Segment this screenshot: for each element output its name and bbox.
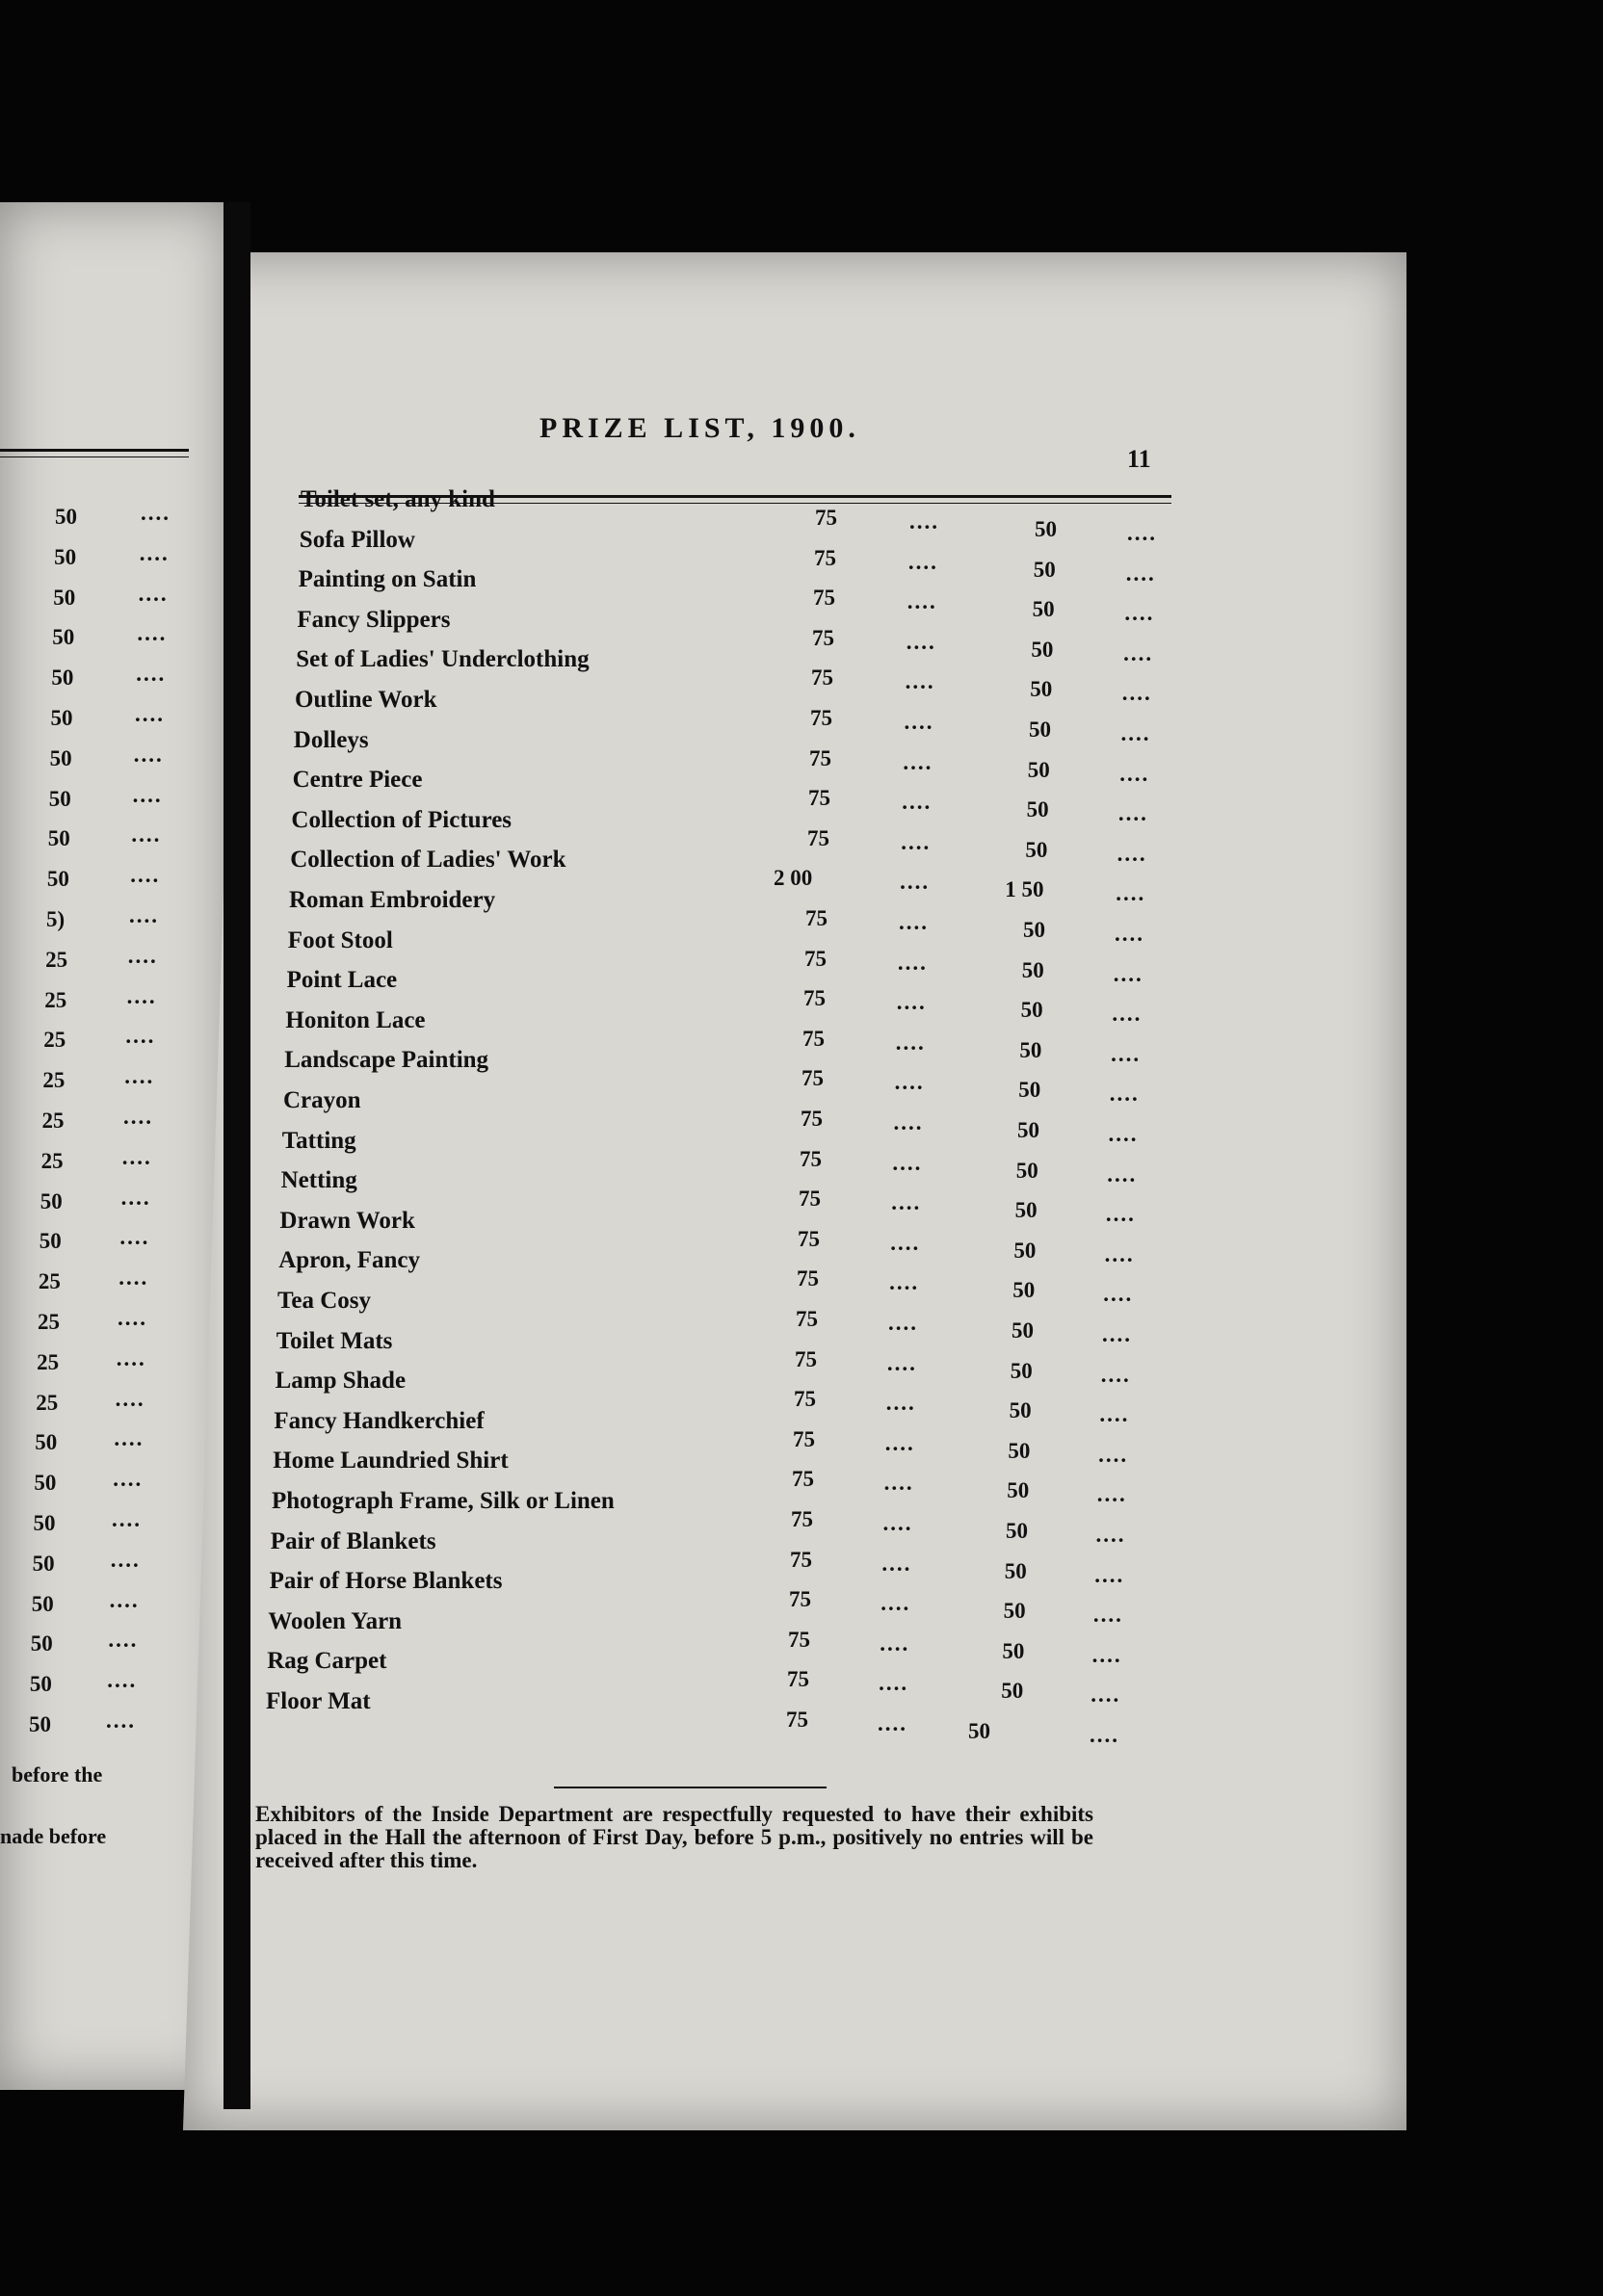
first-prize: 75 (807, 825, 829, 850)
leader-dots: .... (1124, 601, 1155, 626)
leader-dots: .... (884, 1430, 915, 1455)
leader-dots: .... (901, 829, 932, 854)
left-prize-value: 5) (46, 907, 66, 931)
second-prize: 50 (1002, 1638, 1025, 1663)
leader-dots: .... (882, 1511, 913, 1535)
leader-dots: .... (1127, 521, 1157, 545)
item-name: Dolleys (293, 726, 369, 753)
item-name: Pair of Blankets (270, 1527, 436, 1554)
first-prize: 75 (804, 946, 827, 971)
first-prize: 75 (794, 1387, 816, 1412)
left-leader-dots: .... (114, 1426, 145, 1451)
second-prize: 50 (1031, 637, 1054, 662)
second-prize: 50 (1033, 557, 1056, 582)
left-leader-dots: .... (113, 1467, 144, 1492)
leader-dots: .... (880, 1631, 910, 1656)
leader-dots: .... (1100, 1362, 1131, 1387)
item-name: Floor Mat (266, 1688, 371, 1714)
first-prize: 75 (791, 1507, 813, 1531)
first-prize: 75 (810, 706, 832, 730)
leader-dots: .... (1107, 1161, 1138, 1187)
second-prize: 50 (1023, 918, 1045, 942)
left-prize-value: 50 (29, 1712, 51, 1736)
leader-dots: .... (907, 589, 937, 614)
first-prize: 75 (808, 786, 830, 811)
item-name: Netting (280, 1167, 357, 1194)
left-text-fragment: before the (12, 1762, 103, 1787)
left-leader-dots: .... (130, 863, 161, 888)
first-prize: 75 (786, 1708, 808, 1732)
first-prize: 75 (812, 625, 834, 650)
leader-dots: .... (885, 1391, 916, 1416)
leader-dots: .... (889, 1270, 920, 1295)
item-name: Foot Stool (287, 926, 393, 953)
second-prize: 50 (1013, 1238, 1037, 1263)
first-prize: 75 (800, 1146, 822, 1171)
left-leader-dots: .... (107, 1668, 138, 1693)
left-leader-dots: .... (112, 1507, 142, 1531)
leader-dots: .... (881, 1551, 912, 1576)
item-name: Fancy Slippers (297, 606, 451, 633)
left-leader-dots: .... (126, 983, 157, 1008)
left-leader-dots: .... (109, 1587, 140, 1612)
leader-dots: .... (902, 790, 933, 815)
first-prize: 75 (795, 1346, 817, 1371)
second-prize: 50 (1035, 517, 1057, 541)
leader-dots: .... (878, 1711, 907, 1735)
first-prize: 75 (814, 545, 836, 570)
leader-dots: .... (1109, 1082, 1140, 1107)
left-leader-dots: .... (118, 1306, 147, 1330)
left-leader-dots: .... (106, 1709, 136, 1733)
leader-dots: .... (1108, 1122, 1139, 1146)
left-prize-value: 50 (29, 1672, 52, 1697)
item-name: Collection of Ladies' Work (290, 847, 566, 874)
second-prize: 50 (968, 1719, 990, 1743)
footer-divider (554, 1787, 827, 1788)
leader-dots: .... (1121, 681, 1152, 706)
leader-dots: .... (888, 1311, 918, 1335)
page-number: 11 (1127, 445, 1151, 473)
leader-dots: .... (907, 549, 938, 574)
item-name: Sofa Pillow (299, 526, 415, 553)
leader-dots: .... (1104, 1241, 1135, 1266)
left-leader-dots: .... (141, 501, 171, 525)
first-prize: 75 (792, 1467, 814, 1492)
leader-dots: .... (1117, 841, 1147, 866)
first-prize: 75 (796, 1307, 818, 1331)
leader-dots: .... (909, 509, 939, 534)
first-prize: 75 (805, 906, 828, 930)
left-leader-dots: .... (127, 943, 158, 968)
item-name: Apron, Fancy (278, 1247, 420, 1274)
left-prize-value: 50 (35, 1430, 58, 1455)
leader-dots: .... (1102, 1322, 1132, 1346)
left-prize-value: 25 (36, 1390, 59, 1415)
leader-dots: .... (1111, 1041, 1142, 1066)
leader-dots: .... (880, 1591, 911, 1616)
left-prize-value: 50 (55, 505, 77, 529)
item-name: Rag Carpet (267, 1648, 387, 1675)
item-name: Crayon (283, 1087, 361, 1113)
item-name: Outline Work (295, 687, 437, 713)
leader-dots: .... (879, 1671, 909, 1696)
left-leader-dots: .... (110, 1547, 141, 1572)
first-prize: 75 (789, 1587, 811, 1612)
left-prize-value: 50 (49, 745, 72, 770)
leader-dots: .... (1119, 761, 1150, 786)
left-prize-value: 25 (37, 1349, 60, 1374)
second-prize: 50 (1025, 837, 1048, 862)
second-prize: 50 (1030, 677, 1053, 702)
item-name: Collection of Pictures (291, 806, 512, 833)
left-prize-value: 50 (50, 706, 73, 730)
second-prize: 50 (1012, 1318, 1034, 1343)
leader-dots: .... (906, 629, 936, 654)
leader-dots: .... (1095, 1523, 1126, 1547)
left-text-fragment: nade before (0, 1824, 107, 1848)
left-header-rule (0, 449, 189, 452)
left-leader-dots: .... (137, 621, 168, 646)
left-leader-dots: .... (108, 1628, 139, 1653)
left-prize-value: 50 (53, 585, 76, 610)
item-name: Drawn Work (279, 1207, 415, 1234)
second-prize: 50 (1001, 1679, 1024, 1704)
item-name: Tatting (281, 1127, 356, 1154)
item-name: Roman Embroidery (289, 887, 496, 913)
second-prize: 50 (1014, 1198, 1038, 1223)
second-prize: 50 (1012, 1278, 1036, 1303)
left-prize-value: 50 (31, 1591, 54, 1616)
left-prize-value: 25 (41, 1109, 65, 1133)
left-prize-value: 25 (38, 1269, 61, 1294)
leader-dots: .... (1117, 801, 1148, 826)
second-prize: 50 (1020, 998, 1043, 1023)
item-name: Set of Ladies' Underclothing (296, 646, 590, 673)
left-prize-value: 50 (34, 1471, 57, 1496)
second-prize: 50 (1009, 1398, 1032, 1423)
leader-dots: .... (1091, 1642, 1122, 1667)
leader-dots: .... (1092, 1603, 1123, 1628)
left-leader-dots: .... (139, 540, 170, 565)
item-name: Toilet set, any kind (301, 486, 495, 512)
first-prize: 2 00 (774, 866, 813, 891)
footer-note: Exhibitors of the Inside Department are respectfully requested to have their exhibits placed in the Hall the afternoon of First Day, before 5 p.m., positively no entries will be received after this time. (255, 1802, 1093, 1872)
leader-dots: .... (897, 950, 928, 975)
leader-dots: .... (1105, 1202, 1136, 1227)
leader-dots: .... (893, 1110, 924, 1135)
leader-dots: .... (892, 1150, 923, 1175)
leader-dots: .... (1123, 640, 1154, 665)
page-title: PRIZE LIST, 1900. (539, 412, 860, 444)
item-name: Tea Cosy (277, 1288, 372, 1314)
leader-dots: .... (1116, 881, 1146, 906)
second-prize: 50 (1006, 1519, 1028, 1543)
left-prize-value: 50 (51, 665, 74, 691)
left-leader-dots: .... (136, 662, 167, 687)
leader-dots: .... (894, 1070, 925, 1095)
leader-dots: .... (1099, 1402, 1130, 1427)
left-leader-dots: .... (115, 1386, 145, 1411)
second-prize: 1 50 (1005, 877, 1044, 902)
left-prize-value: 25 (42, 1068, 66, 1093)
leader-dots: .... (1094, 1562, 1125, 1587)
leader-dots: .... (1090, 1723, 1119, 1747)
left-prize-value: 50 (30, 1631, 53, 1657)
second-prize: 50 (1029, 718, 1051, 742)
second-prize: 50 (1010, 1358, 1033, 1383)
left-prize-value: 25 (43, 1028, 66, 1053)
second-prize: 50 (1027, 757, 1050, 782)
left-leader-dots: .... (131, 822, 162, 848)
leader-dots: .... (1112, 1002, 1143, 1027)
first-prize: 75 (799, 1187, 821, 1212)
left-leader-dots: .... (118, 1265, 149, 1291)
left-leader-dots: .... (121, 1144, 152, 1169)
second-prize: 50 (1019, 1037, 1042, 1062)
item-name: Home Laundried Shirt (273, 1448, 509, 1474)
leader-dots: .... (883, 1471, 914, 1496)
item-name: Pair of Horse Blankets (269, 1568, 503, 1595)
left-leader-dots: .... (120, 1185, 151, 1210)
leader-dots: .... (1096, 1482, 1127, 1507)
leader-dots: .... (900, 870, 931, 895)
first-prize: 75 (815, 506, 837, 530)
left-leader-dots: .... (116, 1345, 146, 1370)
leader-dots: .... (896, 990, 927, 1015)
left-leader-dots: .... (129, 903, 159, 927)
item-name: Landscape Painting (284, 1047, 489, 1074)
leader-dots: .... (903, 749, 933, 774)
first-prize: 75 (802, 1026, 825, 1051)
left-prize-value: 50 (52, 625, 75, 650)
book-gutter (223, 202, 250, 2109)
left-prize-value: 25 (45, 947, 68, 972)
item-name: Toilet Mats (276, 1327, 393, 1354)
first-prize: 75 (797, 1266, 819, 1292)
leader-dots: .... (1098, 1442, 1129, 1467)
leader-dots: .... (895, 1030, 926, 1055)
leader-dots: .... (886, 1350, 917, 1375)
leader-dots: .... (1113, 961, 1143, 986)
first-prize: 75 (801, 1107, 823, 1131)
left-leader-dots: .... (124, 1064, 155, 1089)
first-prize: 75 (798, 1226, 820, 1251)
item-name: Lamp Shade (275, 1368, 407, 1395)
leader-dots: .... (905, 669, 935, 694)
left-prize-value: 25 (44, 987, 67, 1012)
left-prize-value: 50 (32, 1551, 55, 1576)
second-prize: 50 (1007, 1478, 1030, 1503)
leader-dots: .... (904, 710, 934, 734)
second-prize: 50 (1008, 1438, 1031, 1463)
left-prize-value: 50 (46, 867, 69, 892)
leader-dots: .... (1125, 561, 1156, 586)
item-name: Painting on Satin (298, 566, 477, 593)
left-prize-value: 50 (33, 1511, 56, 1535)
left-prize-value: 50 (39, 1188, 63, 1213)
left-leader-dots: .... (123, 1105, 153, 1129)
item-name: Honiton Lace (285, 1006, 426, 1033)
left-leader-dots: .... (138, 581, 169, 606)
first-prize: 75 (793, 1426, 815, 1451)
leader-dots: .... (899, 910, 929, 934)
item-name: Point Lace (286, 967, 398, 994)
leader-dots: .... (1091, 1683, 1121, 1708)
second-prize: 50 (1004, 1558, 1027, 1583)
leader-dots: .... (1115, 922, 1144, 946)
second-prize: 50 (1021, 957, 1044, 982)
second-prize: 50 (1003, 1599, 1026, 1624)
left-prize-value: 25 (38, 1310, 60, 1334)
item-name: Fancy Handkerchief (274, 1407, 485, 1434)
item-name: Woolen Yarn (268, 1607, 403, 1634)
left-prize-value: 50 (48, 786, 71, 811)
first-prize: 75 (787, 1667, 809, 1692)
left-leader-dots: .... (135, 702, 165, 726)
leader-dots: .... (891, 1190, 922, 1215)
leader-dots: .... (890, 1230, 921, 1255)
first-prize: 75 (803, 986, 826, 1011)
left-leader-dots: .... (132, 782, 163, 807)
first-prize: 75 (813, 586, 835, 611)
first-prize: 75 (809, 745, 831, 770)
second-prize: 50 (1026, 797, 1049, 822)
first-prize: 75 (790, 1547, 812, 1572)
left-prize-value: 50 (54, 544, 77, 569)
leader-dots: .... (1103, 1282, 1134, 1307)
second-prize: 50 (1018, 1078, 1041, 1103)
item-name: Centre Piece (292, 767, 423, 794)
second-prize: 50 (1017, 1118, 1039, 1142)
leader-dots: .... (1120, 721, 1151, 745)
left-leader-dots: .... (133, 742, 164, 767)
first-prize: 75 (811, 665, 833, 691)
left-leader-dots: .... (125, 1024, 156, 1049)
left-prize-value: 50 (47, 826, 70, 851)
left-prize-value: 50 (39, 1229, 62, 1254)
left-leader-dots: .... (119, 1225, 150, 1250)
left-prize-value: 25 (40, 1148, 64, 1173)
first-prize: 75 (802, 1066, 824, 1091)
second-prize: 50 (1032, 597, 1055, 622)
item-name: Photograph Frame, Silk or Linen (272, 1488, 615, 1514)
second-prize: 50 (1015, 1158, 1038, 1183)
first-prize: 75 (788, 1627, 810, 1652)
